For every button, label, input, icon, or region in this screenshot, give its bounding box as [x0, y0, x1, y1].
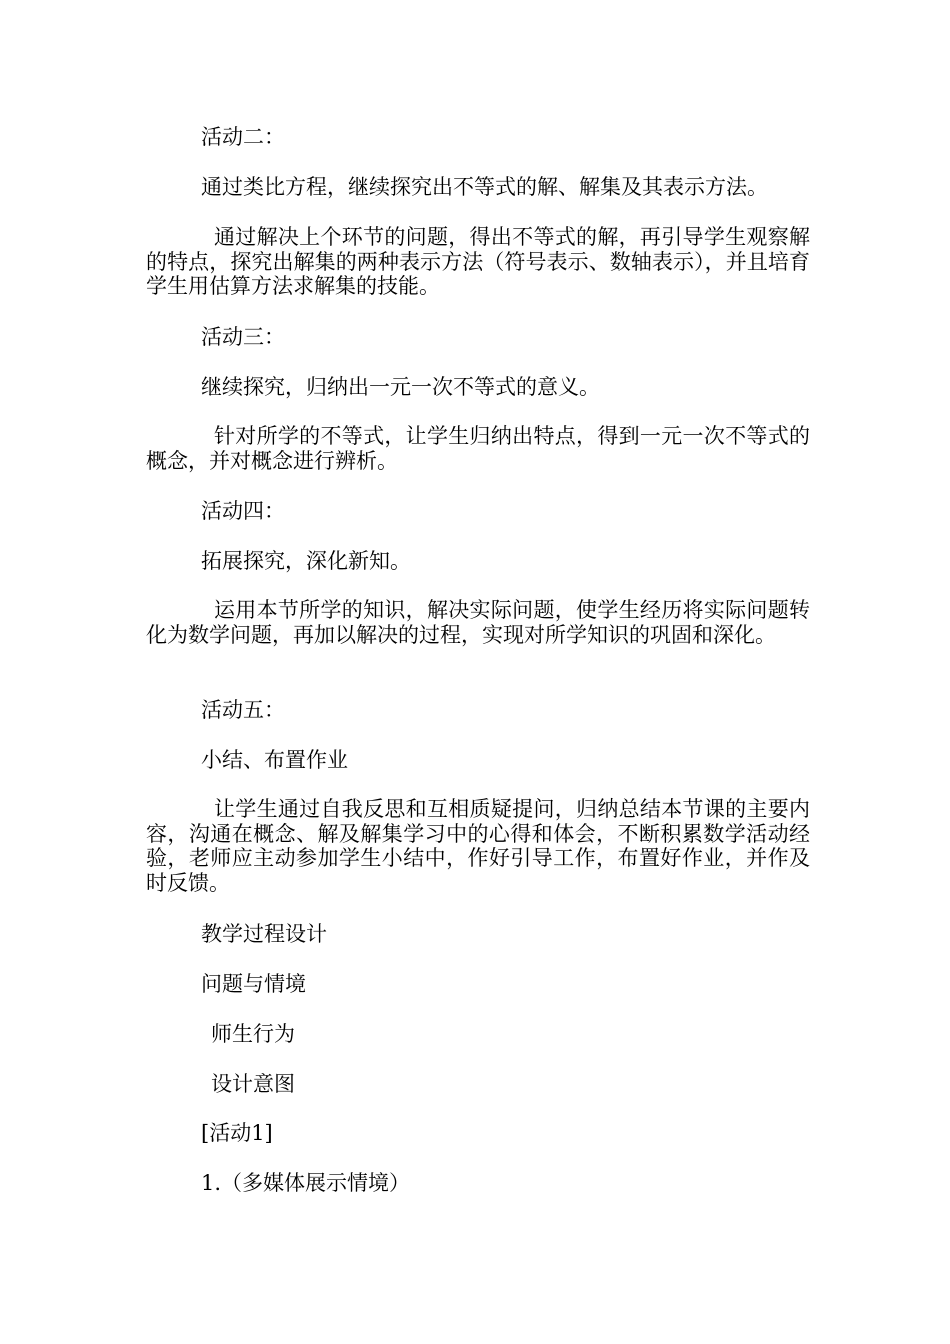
summary-activity-3: 继续探究，归纳出一元一次不等式的意义。	[201, 375, 600, 399]
paragraph-activity-2: 通过解决上个环节的问题，得出不等式的解，再引导学生观察解的特点，探究出解集的两种表示方法（符号表示、数轴表示），并且培育学生用估算方法求解集的技能。	[146, 225, 810, 298]
heading-activity-2: 活动二：	[201, 125, 285, 149]
column-teacher-student-behavior: 师生行为	[211, 1022, 295, 1046]
column-design-intent: 设计意图	[211, 1072, 295, 1096]
heading-activity-5: 活动五：	[201, 698, 285, 722]
column-problem-situation: 问题与情境	[201, 972, 306, 996]
paragraph-activity-5: 让学生通过自我反思和互相质疑提问，归纳总结本节课的主要内容，沟通在概念、解及解集学习中的心得和体会，不断积累数学活动经验，老师应主动参加学生小结中，作好引导工作，布置好作业，并作及时反馈。	[146, 797, 810, 895]
activity-1-label: [活动1]	[201, 1121, 273, 1145]
paragraph-activity-4: 运用本节所学的知识，解决实际问题，使学生经历将实际问题转化为数学问题，再加以解决的过程，实现对所学知识的巩固和深化。	[146, 598, 810, 647]
summary-activity-5: 小结、布置作业	[201, 748, 348, 772]
summary-activity-2: 通过类比方程，继续探究出不等式的解、解集及其表示方法。	[201, 175, 768, 199]
heading-activity-4: 活动四：	[201, 499, 285, 523]
summary-activity-4: 拓展探究，深化新知。	[201, 549, 411, 573]
heading-activity-3: 活动三：	[201, 325, 285, 349]
section-title: 教学过程设计	[201, 922, 327, 946]
paragraph-activity-3: 针对所学的不等式，让学生归纳出特点，得到一元一次不等式的概念，并对概念进行辨析。	[146, 424, 810, 473]
list-item-1: 1.（多媒体展示情境）	[201, 1171, 411, 1195]
